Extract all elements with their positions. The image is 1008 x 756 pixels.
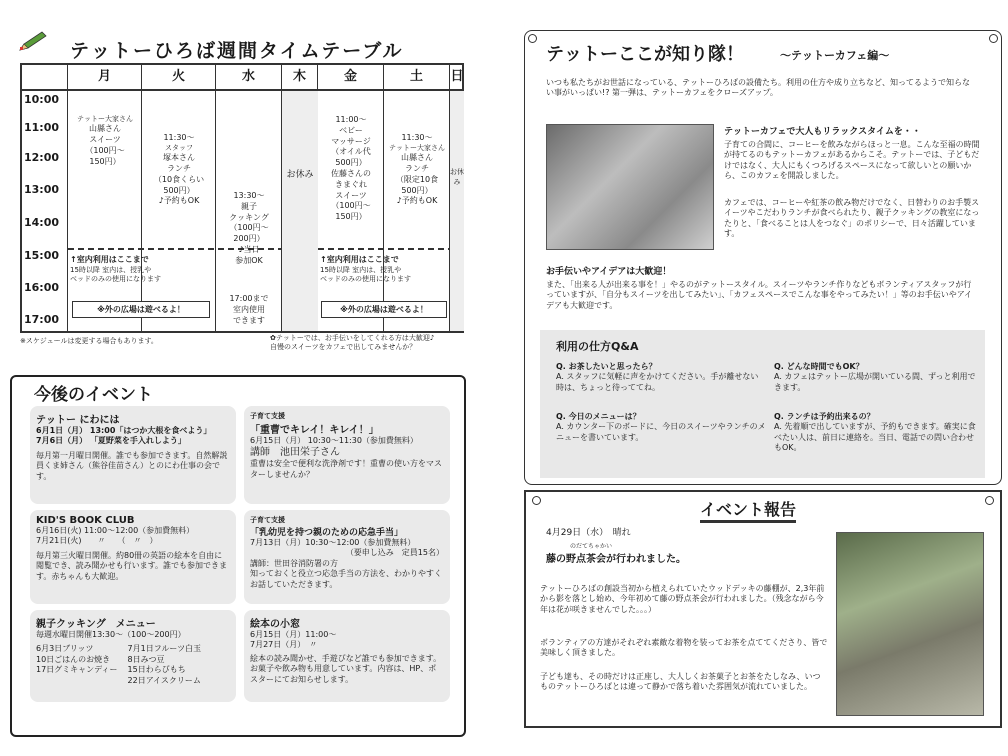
event-niwaniwa: テットー にわには 6月1日（月） 13:00「はつか大根を食べよう」 7月6日（月） 「夏野菜を手入れしよう」 毎月第一月曜日開催。誰でも参加できます。自然解説員くま姉さん（熊谷佳苗さん）とのにわ仕事の会です。 — [30, 406, 236, 504]
outside-note-mon: ※外の広場は遊べるよ！ — [72, 301, 210, 318]
helper-footnote: ✿テットーでは、お手伝いをしてくれる方は大歓迎♪ 自慢のスイーツをカフェで出してみませんか？ — [270, 334, 435, 352]
timetable-corner — [22, 65, 68, 91]
day-sun: 日 — [450, 65, 464, 91]
time-label: 15:00 — [24, 249, 60, 262]
event-sodium: 子育て支援 「重曹でキレイ！キレイ！」 6月15日（月） 10:30～11:30（参加費無料） 講師 池田栄子さん 重曹は安全で便利な洗浄剤です！重曹の使い方をマスターしませんか？ — [244, 406, 450, 504]
shiritai-p2: カフェでは、コーヒーや紅茶の飲み物だけでなく、日替わりのお手製スイーツやこだわりランチが食べられたり、親子クッキングの教室になったりと、「食べることは人をつなぐ」のポリシーで、日々活躍しています。 — [724, 198, 980, 239]
pin-hole — [985, 496, 994, 505]
qa-item-4: Q. ランチは予約出来るの？ A. 先着順で出していますが、予約もできます。確実に食べたい人は、前日に連絡を。当日、電話での問い合わせもOK。 — [774, 412, 976, 453]
day-tue: 火 — [142, 65, 216, 91]
fri-cell: 11:00～ ベビー マッサージ （オイル代 500円） 佐藤さんの きまぐれ スイーツ （100円～ 150円） — [331, 115, 371, 222]
event-bookclub: KID'S BOOK CLUB 6月16日(火) 11:00～12:00（参加費無料） 7月21日(火) 〃 （ 〃 ） 毎月第三火曜日開催。約80冊の英語の絵本を自由に閲覧でき、読み聞かせも行います。誰でも参加できます。赤ちゃんも大歓迎。 — [30, 510, 236, 604]
day-sat: 土 — [384, 65, 450, 91]
day-fri: 金 — [318, 65, 384, 91]
time-label: 13:00 — [24, 183, 60, 196]
report-p2: ボランティアの方達がそれぞれ素敵な着物を装ってお茶を点ててくださり、皆で美味しく頂きました。 — [540, 638, 828, 658]
event-cooking-menu: 親子クッキング メニュー 毎週水曜日開催13:30～（100～200円） 6月3日ブリッツ 10日ごはんのお焼き 17日グミキャンディー 7月1日フルーツ白玉 8日みつ豆 15日わらびもち 22日アイスクリーム — [30, 610, 236, 702]
sun-closed: お休み — [450, 91, 464, 331]
time-label: 11:00 — [24, 121, 60, 134]
events-title: 今後のイベント — [34, 385, 153, 405]
pin-hole — [989, 34, 998, 43]
indoor-note-mon: ↑室内利用はここまで 15時以降 室内は、授乳や ベッドのみの使用になります — [70, 255, 161, 284]
time-label: 12:00 — [24, 151, 60, 164]
day-thu: 木 — [282, 65, 318, 91]
report-ruby: のだてちゃかい — [570, 543, 613, 550]
qa-item-3: Q. 今日のメニューは？ A. カウンター下のボードに、今日のスイーツやランチのメニューを書いています。 — [556, 412, 766, 442]
schedule-footnote: ※スケジュールは変更する場合もあります。 — [20, 337, 158, 345]
shiritai-title: テットーここが知り隊！ — [546, 44, 744, 65]
event-ehon: 絵本の小窓 6月15日（月）11:00～ 7月27日（月） 〃 絵本の読み聞かせ、手遊びなど誰でも参加できます。お菓子や飲み物も用意しています。内容は、HP、ポスターにてお知らせします。 — [244, 610, 450, 702]
shiritai-p1: 子育ての合間に、コーヒーを飲みながらほっと一息。こんな至福の時間が持てるのもテットーカフェがあるからこそ。テットーでは、子どもだけではなく、大人にもくつろげるスペースになって欲しいとの願いから、このカフェを開設しました。 — [724, 140, 980, 181]
pencil-icon — [18, 30, 48, 52]
day-wed: 水 — [216, 65, 282, 91]
outside-note-fri: ※外の広場は遊べるよ！ — [321, 301, 447, 318]
report-p3: 子ども達も、その時だけは正座し、大人しくお茶菓子とお茶をたしなみ、いつものテットーひろばとは違って静かで落ち着いた雰囲気が流れていました。 — [540, 672, 821, 692]
time-label: 17:00 — [24, 313, 60, 326]
wed-indoor-note: 17:00まで 室内使用 できます — [229, 294, 269, 325]
timetable — [20, 63, 464, 333]
thu-closed: お休み — [282, 91, 318, 331]
shiritai-intro: いつも私たちがお世話になっている、テットーひろばの設備たち。利用の仕方や成り立ちなど、知ってるようで知らない事がいっぱい!? 第一弾は、テットーカフェをクローズアップ。 — [546, 78, 970, 98]
qa-item-2: Q. どんな時間でもOK？ A. カフェはテットー広場が開いている間、ずっと利用できます。 — [774, 362, 976, 392]
shiritai-p3: また、「出来る人が出来る事を！」やるのがテットースタイル。スイーツやランチ作りなどもボランティアスタッフが行っていますが、「自分もスイーツを出してみたい」、「カフェスペースでこんな事をやってみたい！」等のお手伝いやアイデアも大歓迎です。 — [546, 280, 972, 310]
event-firstaid: 子育て支援 「乳幼児を持つ親のための応急手当」 7月13日（月）10:30～12:00（参加費無料） （要申し込み 定員15名） 講師：世田谷消防署の方 知っておくと役立つ応急手当の方法を、わかりやすくお話していただきます。 — [244, 510, 450, 604]
qa-item-1: Q. お茶したいと思ったら？ A. スタッフに気軽に声をかけてください。手が離せない時は、ちょっと待っててね。 — [556, 362, 759, 392]
tue-cell: 11:30～ スタッフ 塚本さん ランチ （10食くらい 500円） ♪予約もOK — [153, 133, 205, 206]
indoor-note-fri: ↑室内利用はここまで 15時以降 室内は、授乳や ベッドのみの使用になります — [320, 255, 411, 284]
cafe-photo — [546, 124, 714, 250]
pin-hole — [532, 496, 541, 505]
report-headline: 藤の野点茶会が行われました。 — [546, 554, 686, 565]
qa-title: 利用の仕方Q&A — [556, 340, 639, 353]
time-label: 14:00 — [24, 216, 60, 229]
shiritai-heading-1: テットーカフェで大人もリラックスタイムを・・ — [724, 127, 921, 137]
report-p1: テットーひろばの創設当初から植えられていたウッドデッキの藤棚が、2,3年前から影を落とし始め、今年初めて藤の野点茶会が行われました。（残念ながら今年は花が咲きませんでした。。。） — [540, 584, 825, 614]
tea-ceremony-photo — [836, 532, 984, 716]
time-label: 16:00 — [24, 281, 60, 294]
report-date: 4月29日（水） 晴れ — [546, 528, 631, 538]
time-label: 10:00 — [24, 93, 60, 106]
timetable-title: テットーひろば週間タイムテーブル — [70, 40, 404, 62]
pin-hole — [528, 34, 537, 43]
report-title: イベント報告 — [700, 497, 796, 523]
shiritai-subtitle: ～テットーカフェ編～ — [780, 49, 890, 62]
sat-cell: 11:30～ テットー大家さん 山縣さん ランチ （限定10食 500円） ♪予約もOK — [389, 133, 445, 206]
wed-cell: 13:30～ 親子 クッキング （100円～ 200円） ♪当日 参加OK — [229, 191, 269, 265]
shiritai-heading-2: お手伝いやアイデアは大歓迎！ — [546, 267, 672, 277]
mon-cell: テットー大家さん 山縣さん スイーツ （100円～ 150円） — [77, 115, 133, 166]
day-mon: 月 — [68, 65, 142, 91]
